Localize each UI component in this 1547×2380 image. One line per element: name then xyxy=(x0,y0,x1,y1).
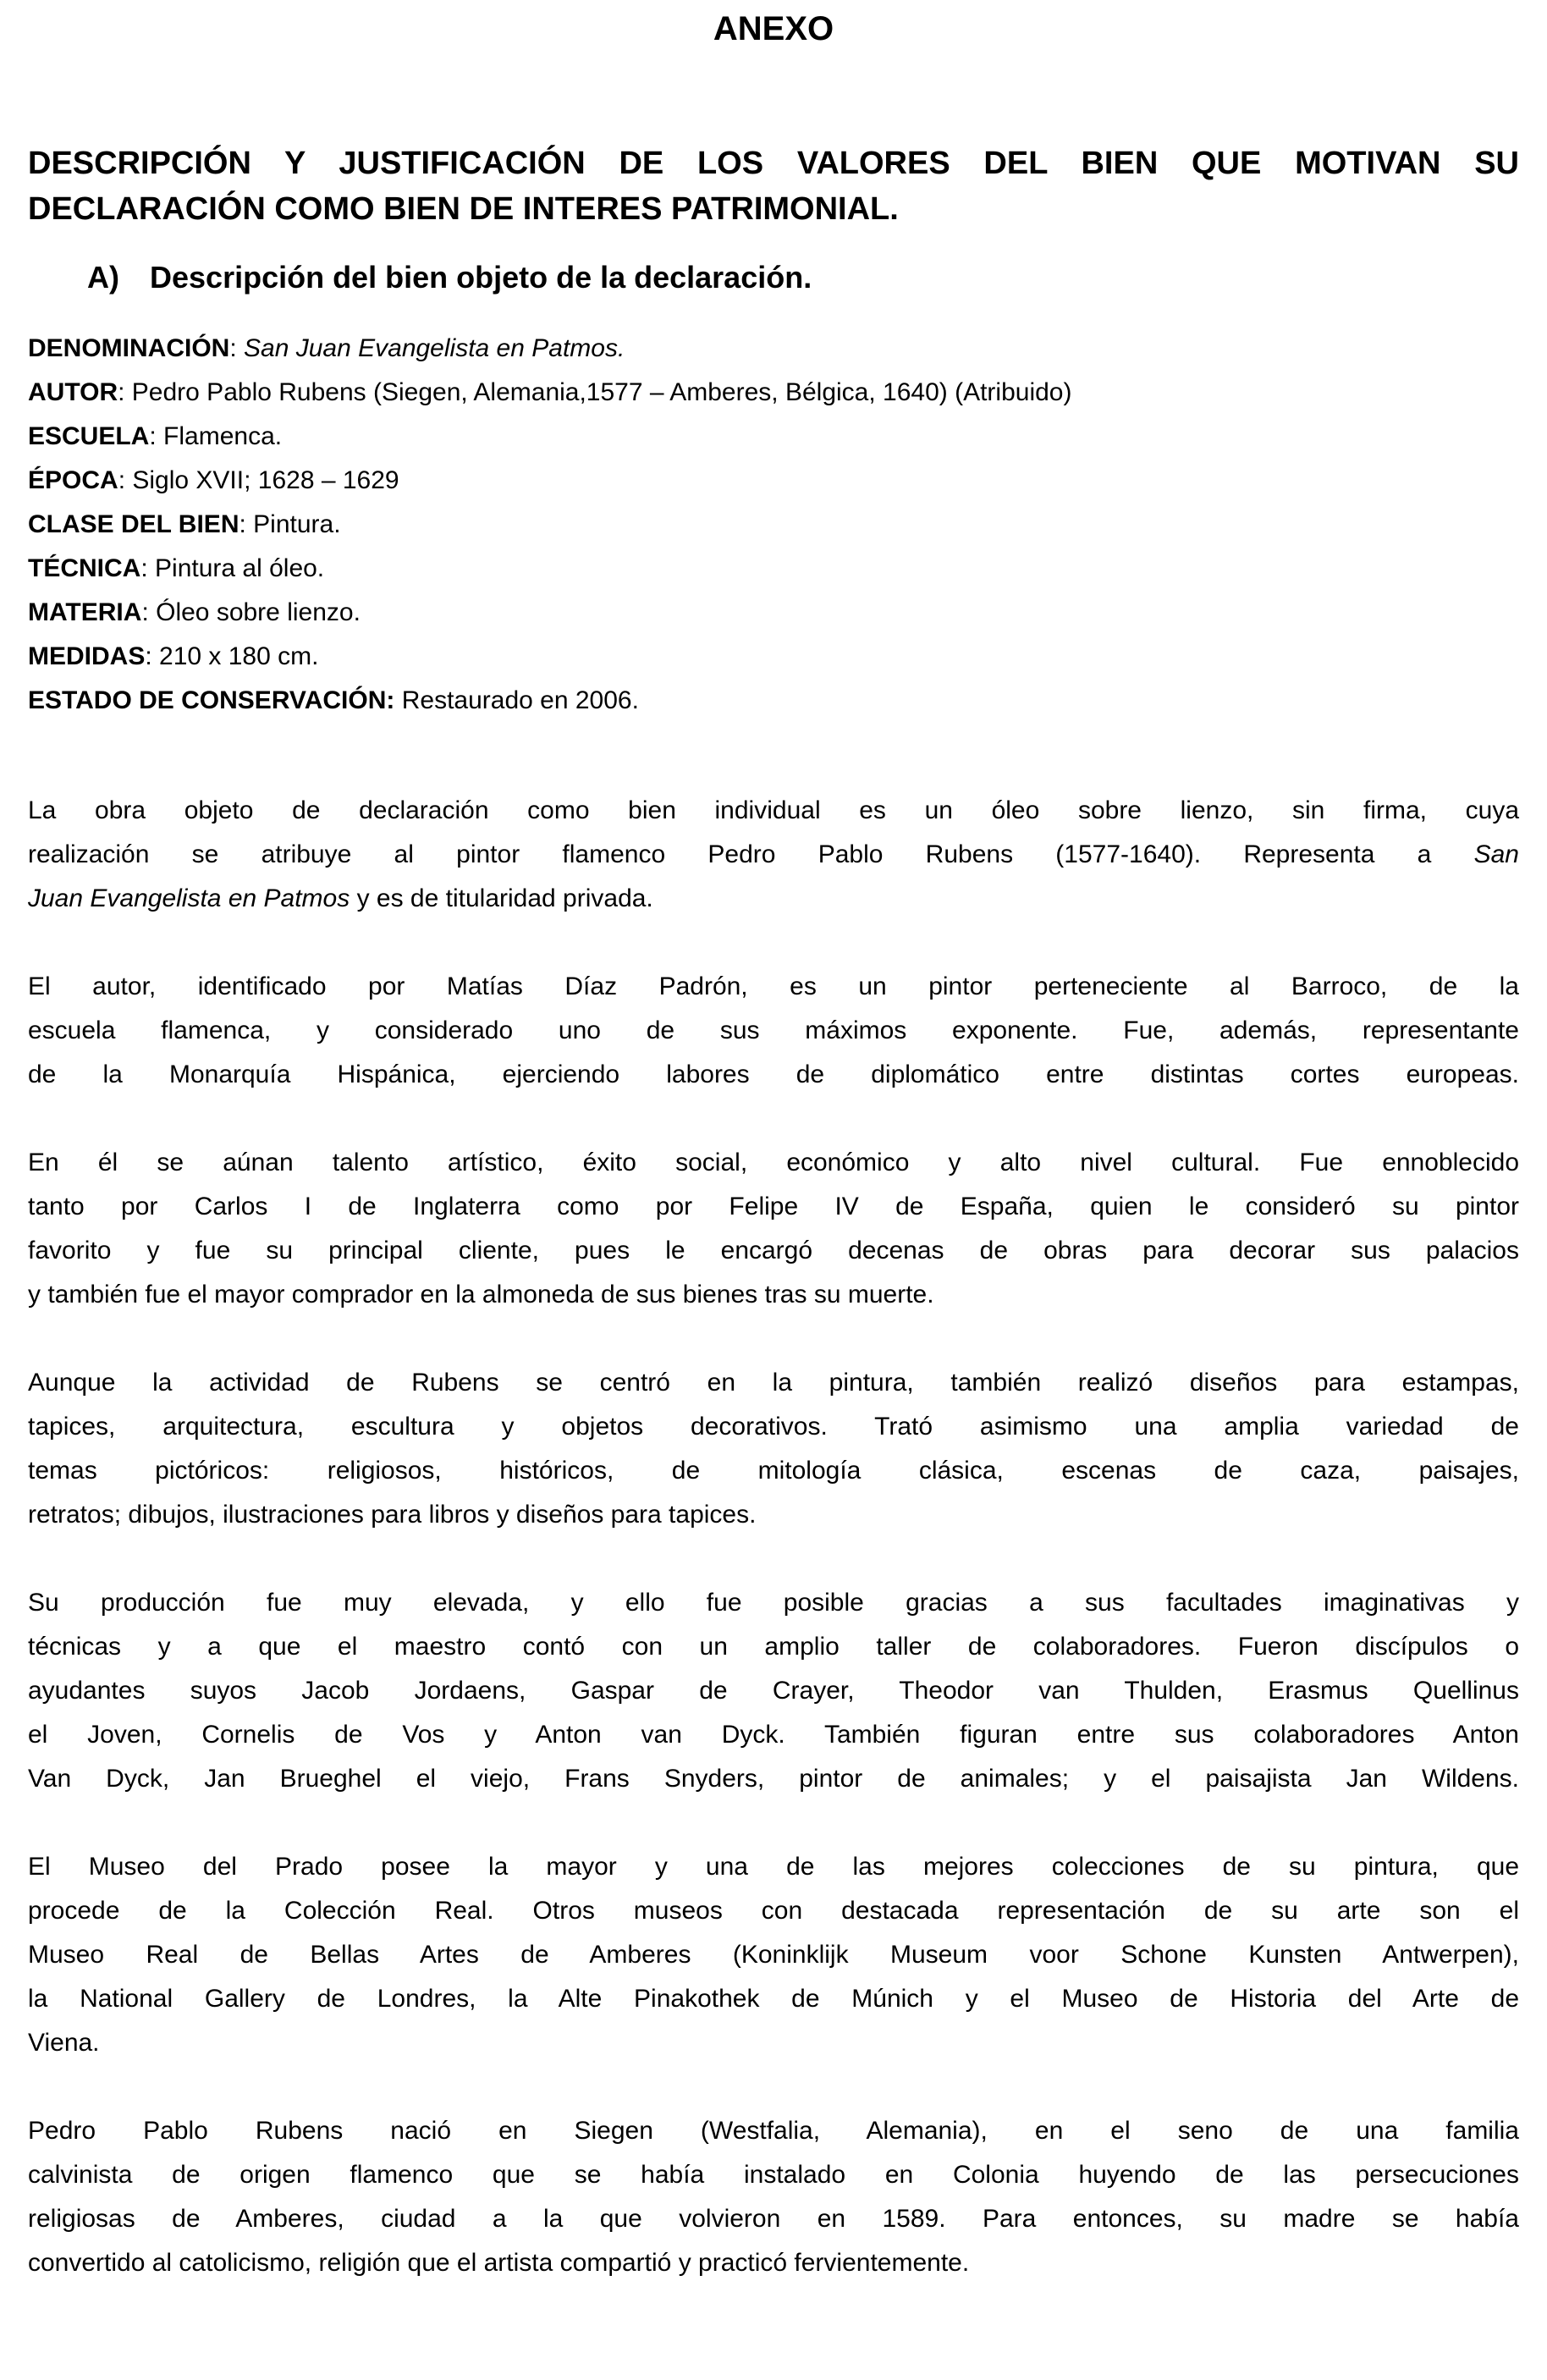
paragraph-line: temas pictóricos: religiosos, históricos, de mitología clásica, escenas de caza, paisajes, xyxy=(28,1457,1519,1485)
metadata-separator: : xyxy=(145,642,160,670)
paragraph-text: realización se atribuye al pintor flamenco Pedro Pablo Rubens (1577-1640). Representa a xyxy=(28,840,1474,868)
metadata-block xyxy=(28,327,1519,723)
metadata-separator xyxy=(394,686,401,714)
metadata-value-artwork-title: San Juan Evangelista en Patmos. xyxy=(244,334,625,362)
section-a-heading xyxy=(28,256,1519,300)
annex-title-text: ANEXO xyxy=(713,10,834,47)
paragraph-line: religiosas de Amberes, ciudad a la que volvieron en 1589. Para entonces, su madre se había xyxy=(28,2205,1519,2233)
section-a-title: Descripción del bien objeto de la declaración. xyxy=(150,260,812,295)
metadata-row-escuela xyxy=(28,415,1519,459)
main-heading-line-1: DESCRIPCIÓN Y JUSTIFICACIÓN DE LOS VALORES DEL BIEN QUE MOTIVAN SU xyxy=(28,146,1519,181)
metadata-label: CLASE DEL BIEN xyxy=(28,510,239,538)
paragraph-line: Van Dyck, Jan Brueghel el viejo, Frans Snyders, pintor de animales; y el paisajista Jan Wildens. xyxy=(28,1765,1519,1793)
paragraph-text: y es de titularidad privada. xyxy=(350,884,653,912)
metadata-separator: : xyxy=(140,554,156,582)
metadata-label: ÉPOCA xyxy=(28,466,118,494)
paragraph-5 xyxy=(28,1581,1519,1801)
paragraph-line: Viena. xyxy=(28,2029,100,2057)
metadata-row-estado xyxy=(28,679,1519,723)
paragraph-line: favorito y fue su principal cliente, pues le encargó decenas de obras para decorar sus palacios xyxy=(28,1237,1519,1264)
metadata-label: ESCUELA xyxy=(28,422,150,450)
paragraph-line: tapices, arquitectura, escultura y objetos decorativos. Trató asimismo una amplia variedad de xyxy=(28,1413,1519,1441)
paragraph-line: Pedro Pablo Rubens nació en Siegen (Westfalia, Alemania), en el seno de una familia xyxy=(28,2117,1519,2145)
metadata-separator: : xyxy=(229,334,245,362)
paragraph-line: y también fue el mayor comprador en la almoneda de sus bienes tras su muerte. xyxy=(28,1281,934,1308)
paragraph-line: Su producción fue muy elevada, y ello fue posible gracias a sus facultades imaginativas y xyxy=(28,1589,1519,1617)
artwork-title-italic: Juan Evangelista en Patmos xyxy=(28,884,350,912)
paragraph-7 xyxy=(28,2109,1519,2285)
paragraph-line: calvinista de origen flamenco que se había instalado en Colonia huyendo de las persecuciones xyxy=(28,2161,1519,2189)
main-heading xyxy=(28,140,1519,232)
metadata-value: Restaurado en 2006. xyxy=(401,686,639,714)
metadata-separator: : xyxy=(118,466,133,494)
paragraph-line: tanto por Carlos I de Inglaterra como por Felipe IV de España, quien le consideró su pintor xyxy=(28,1193,1519,1220)
paragraph-line: la National Gallery de Londres, la Alte Pinakothek de Múnich y el Museo de Historia del Arte de xyxy=(28,1985,1519,2013)
metadata-label: DENOMINACIÓN xyxy=(28,334,230,362)
section-a-marker: A) xyxy=(87,260,119,295)
paragraph-line: convertido al catolicismo, religión que el artista compartió y practicó fervientemente. xyxy=(28,2249,970,2277)
main-heading-line-2: DECLARACIÓN COMO BIEN DE INTERES PATRIMONIAL. xyxy=(28,191,899,227)
metadata-separator: : xyxy=(149,422,164,450)
metadata-label: AUTOR xyxy=(28,378,118,406)
paragraph-4 xyxy=(28,1361,1519,1537)
paragraph-3 xyxy=(28,1141,1519,1317)
paragraph-2 xyxy=(28,965,1519,1097)
paragraph-line: La obra objeto de declaración como bien individual es un óleo sobre lienzo, sin firma, cuya xyxy=(28,796,1519,824)
metadata-separator: : xyxy=(141,598,157,626)
metadata-value: Flamenca. xyxy=(163,422,283,450)
paragraph-line xyxy=(28,833,1519,877)
annex-title xyxy=(28,8,1519,49)
paragraph-line: ayudantes suyos Jacob Jordaens, Gaspar de Crayer, Theodor van Thulden, Erasmus Quellinus xyxy=(28,1677,1519,1705)
paragraph-line: escuela flamenca, y considerado uno de sus máximos exponente. Fue, además, representante xyxy=(28,1016,1519,1044)
paragraph-line: El Museo del Prado posee la mayor y una de las mejores colecciones de su pintura, que xyxy=(28,1853,1519,1881)
paragraph-line: técnicas y a que el maestro contó con un amplio taller de colaboradores. Fueron discípulos o xyxy=(28,1633,1519,1661)
metadata-value: 210 x 180 cm. xyxy=(159,642,319,670)
paragraph-line: El autor, identificado por Matías Díaz Padrón, es un pintor perteneciente al Barroco, de la xyxy=(28,972,1519,1000)
artwork-title-italic: San xyxy=(1473,840,1519,868)
metadata-row-materia xyxy=(28,591,1519,635)
metadata-row-tecnica xyxy=(28,547,1519,591)
paragraph-6 xyxy=(28,1845,1519,2065)
paragraph-line: de la Monarquía Hispánica, ejerciendo labores de diplomático entre distintas cortes europeas. xyxy=(28,1061,1519,1088)
metadata-value: Pedro Pablo Rubens (Siegen, Alemania,1577 – Amberes, Bélgica, 1640) (Atribuido) xyxy=(131,378,1072,406)
paragraph-1 xyxy=(28,789,1519,921)
metadata-label: ESTADO DE CONSERVACIÓN: xyxy=(28,686,395,714)
metadata-label: TÉCNICA xyxy=(28,554,141,582)
metadata-value: Siglo XVII; 1628 – 1629 xyxy=(132,466,399,494)
paragraph-line: el Joven, Cornelis de Vos y Anton van Dyck. También figuran entre sus colaboradores Anton xyxy=(28,1721,1519,1749)
paragraph-line: retratos; dibujos, ilustraciones para libros y diseños para tapices. xyxy=(28,1501,757,1529)
metadata-separator: : xyxy=(239,510,254,538)
paragraph-line: procede de la Colección Real. Otros museos con destacada representación de su arte son el xyxy=(28,1897,1519,1925)
paragraph-line: Museo Real de Bellas Artes de Amberes (Koninklijk Museum voor Schone Kunsten Antwerpen), xyxy=(28,1941,1519,1969)
metadata-row-medidas xyxy=(28,635,1519,679)
metadata-label: MATERIA xyxy=(28,598,142,626)
metadata-value: Óleo sobre lienzo. xyxy=(156,598,361,626)
metadata-label: MEDIDAS xyxy=(28,642,146,670)
paragraph-line: En él se aúnan talento artístico, éxito social, económico y alto nivel cultural. Fue ennoblecido xyxy=(28,1149,1519,1176)
metadata-separator: : xyxy=(118,378,132,406)
body-text xyxy=(28,789,1519,2285)
metadata-value: Pintura. xyxy=(253,510,341,538)
metadata-row-clase xyxy=(28,503,1519,547)
metadata-value: Pintura al óleo. xyxy=(155,554,325,582)
paragraph-line xyxy=(28,877,1519,921)
metadata-row-autor xyxy=(28,371,1519,415)
paragraph-line: Aunque la actividad de Rubens se centró en la pintura, también realizó diseños para estampas, xyxy=(28,1369,1519,1397)
metadata-row-denominacion xyxy=(28,327,1519,371)
metadata-row-epoca xyxy=(28,459,1519,503)
